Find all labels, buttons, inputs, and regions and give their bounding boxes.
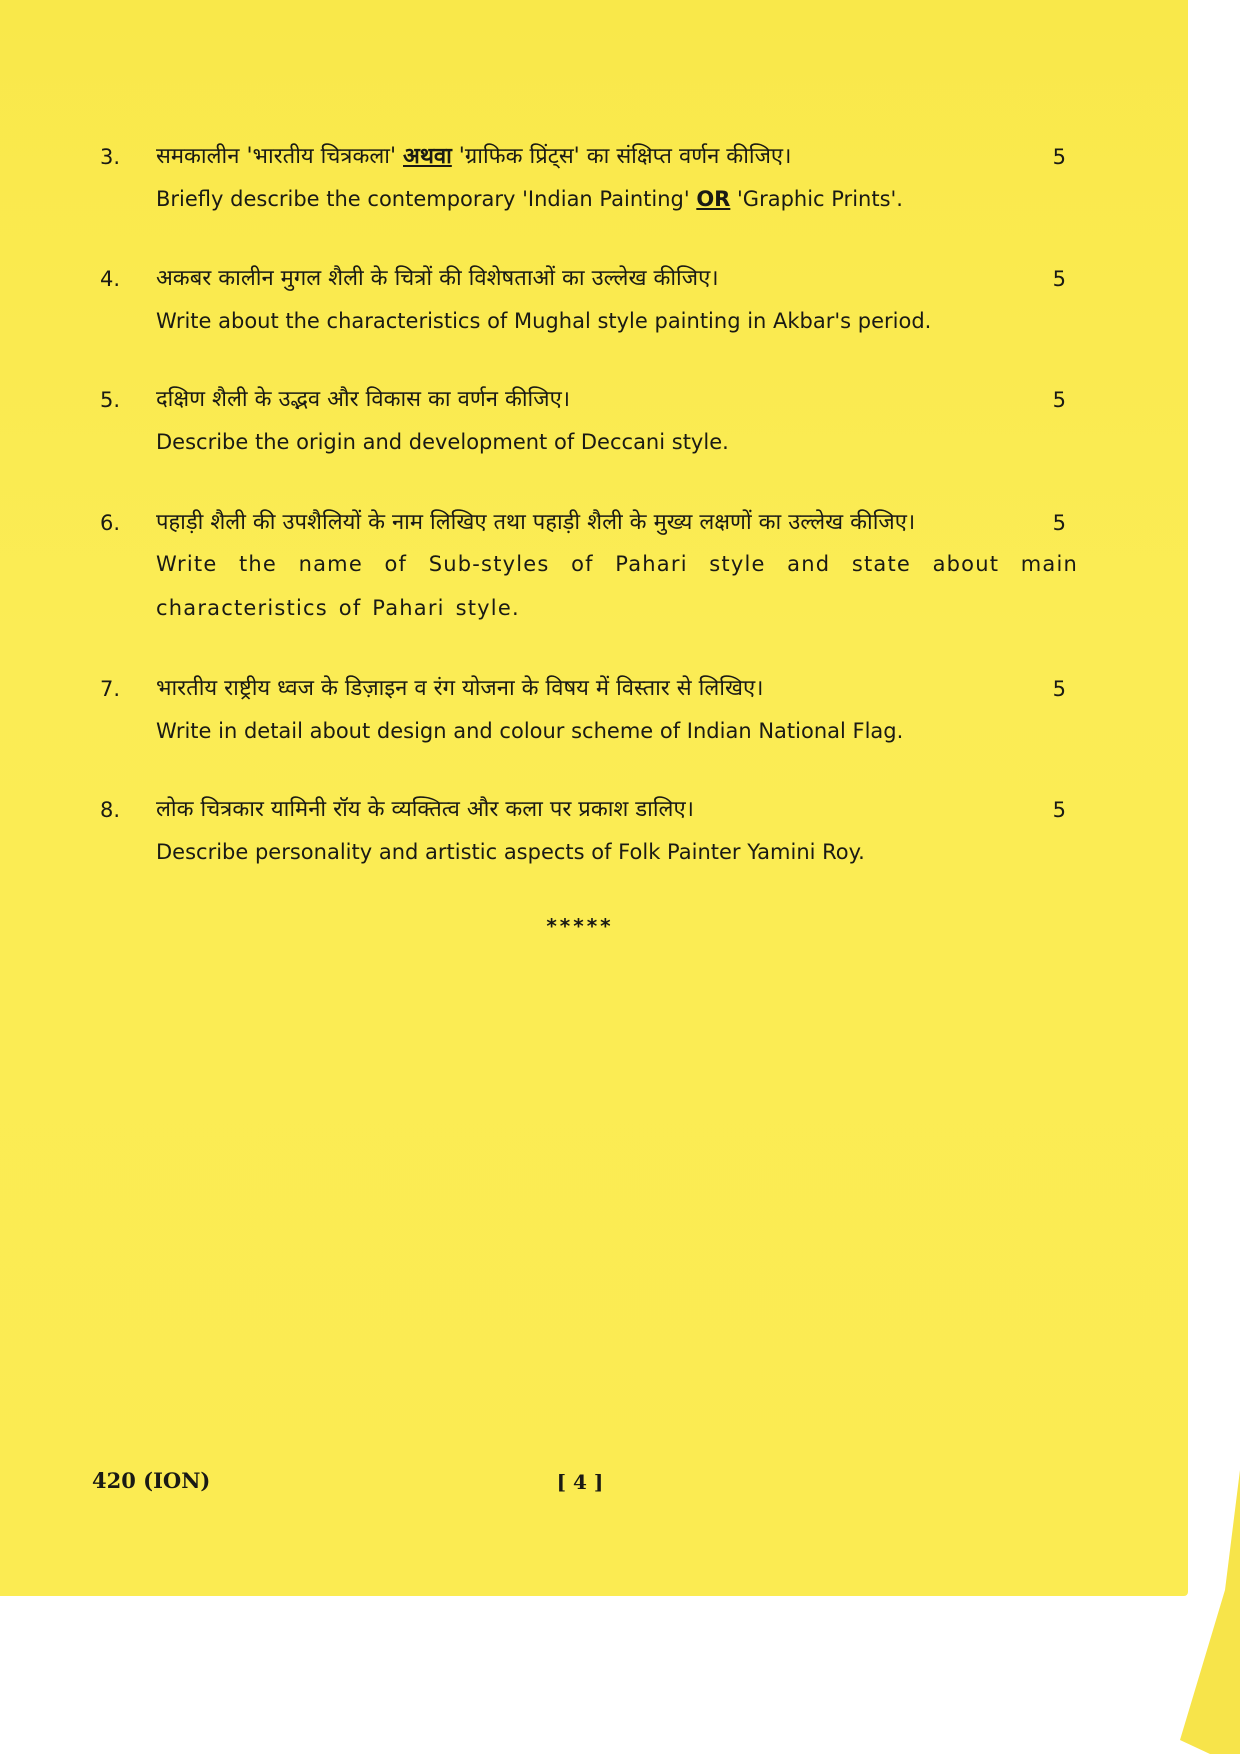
question-text-hindi: अकबर कालीन मुगल शैली के चित्रों की विशेषताओं का उल्लेख कीजिए। [156,266,719,291]
question-body [156,793,1078,867]
question-body [156,262,1078,336]
question-marks: 5 [1052,267,1066,291]
question-text-english: Write the name of Sub-styles of Pahari style and state about main characteristics of Pahari style. [156,552,1078,620]
question-number: 5. [100,388,121,412]
question-number: 8. [100,798,121,822]
question-text-english: Describe personality and artistic aspects of Folk Painter Yamini Roy. [156,840,865,864]
question-marks: 5 [1052,511,1066,535]
question-body [156,672,1078,746]
question-text-hindi [156,140,1078,174]
english-text-part: 'Graphic Prints'. [730,187,903,211]
english-or-emphasis: OR [696,187,731,211]
question-number: 7. [100,677,121,701]
hindi-text-part: 'ग्राफिक प्रिंट्स' का संक्षिप्त वर्णन कीजिए। [451,144,792,169]
hindi-or-emphasis: अथवा [403,144,452,169]
question-text-english: Describe the origin and development of Deccani style. [156,430,729,454]
question-text-english: Write in detail about design and colour scheme of Indian National Flag. [156,719,904,743]
question-number: 6. [100,511,121,535]
end-of-paper-marker: ***** [546,914,614,938]
paper-code: 420 (ION) [92,1468,211,1493]
english-text-part: Briefly describe the contemporary 'Indian Painting' [156,187,697,211]
hindi-text-part: समकालीन 'भारतीय चित्रकला' [156,144,404,169]
question-body [156,506,1078,630]
question-text-hindi: भारतीय राष्ट्रीय ध्वज के डिज़ाइन व रंग योजना के विषय में विस्तार से लिखिए। [156,676,764,701]
question-text-hindi: पहाड़ी शैली की उपशैलियों के नाम लिखिए तथा पहाड़ी शैली के मुख्य लक्षणों का उल्लेख कीजिए। [156,510,916,535]
question-marks: 5 [1052,388,1066,412]
question-text-english [156,184,1078,214]
question-marks: 5 [1052,798,1066,822]
question-body [156,383,1078,457]
question-number: 3. [100,145,121,169]
question-text-hindi: लोक चित्रकार यामिनी रॉय के व्यक्तित्व और कला पर प्रकाश डालिए। [156,797,694,822]
page-number: [ 4 ] [556,1470,604,1494]
question-marks: 5 [1052,145,1066,169]
question-text-hindi: दक्षिण शैली के उद्भव और विकास का वर्णन कीजिए। [156,387,571,412]
folded-paper-corner [1170,1470,1240,1754]
question-body [156,140,1078,214]
question-marks: 5 [1052,677,1066,701]
question-number: 4. [100,267,121,291]
question-text-english: Write about the characteristics of Mughal style painting in Akbar's period. [156,309,932,333]
